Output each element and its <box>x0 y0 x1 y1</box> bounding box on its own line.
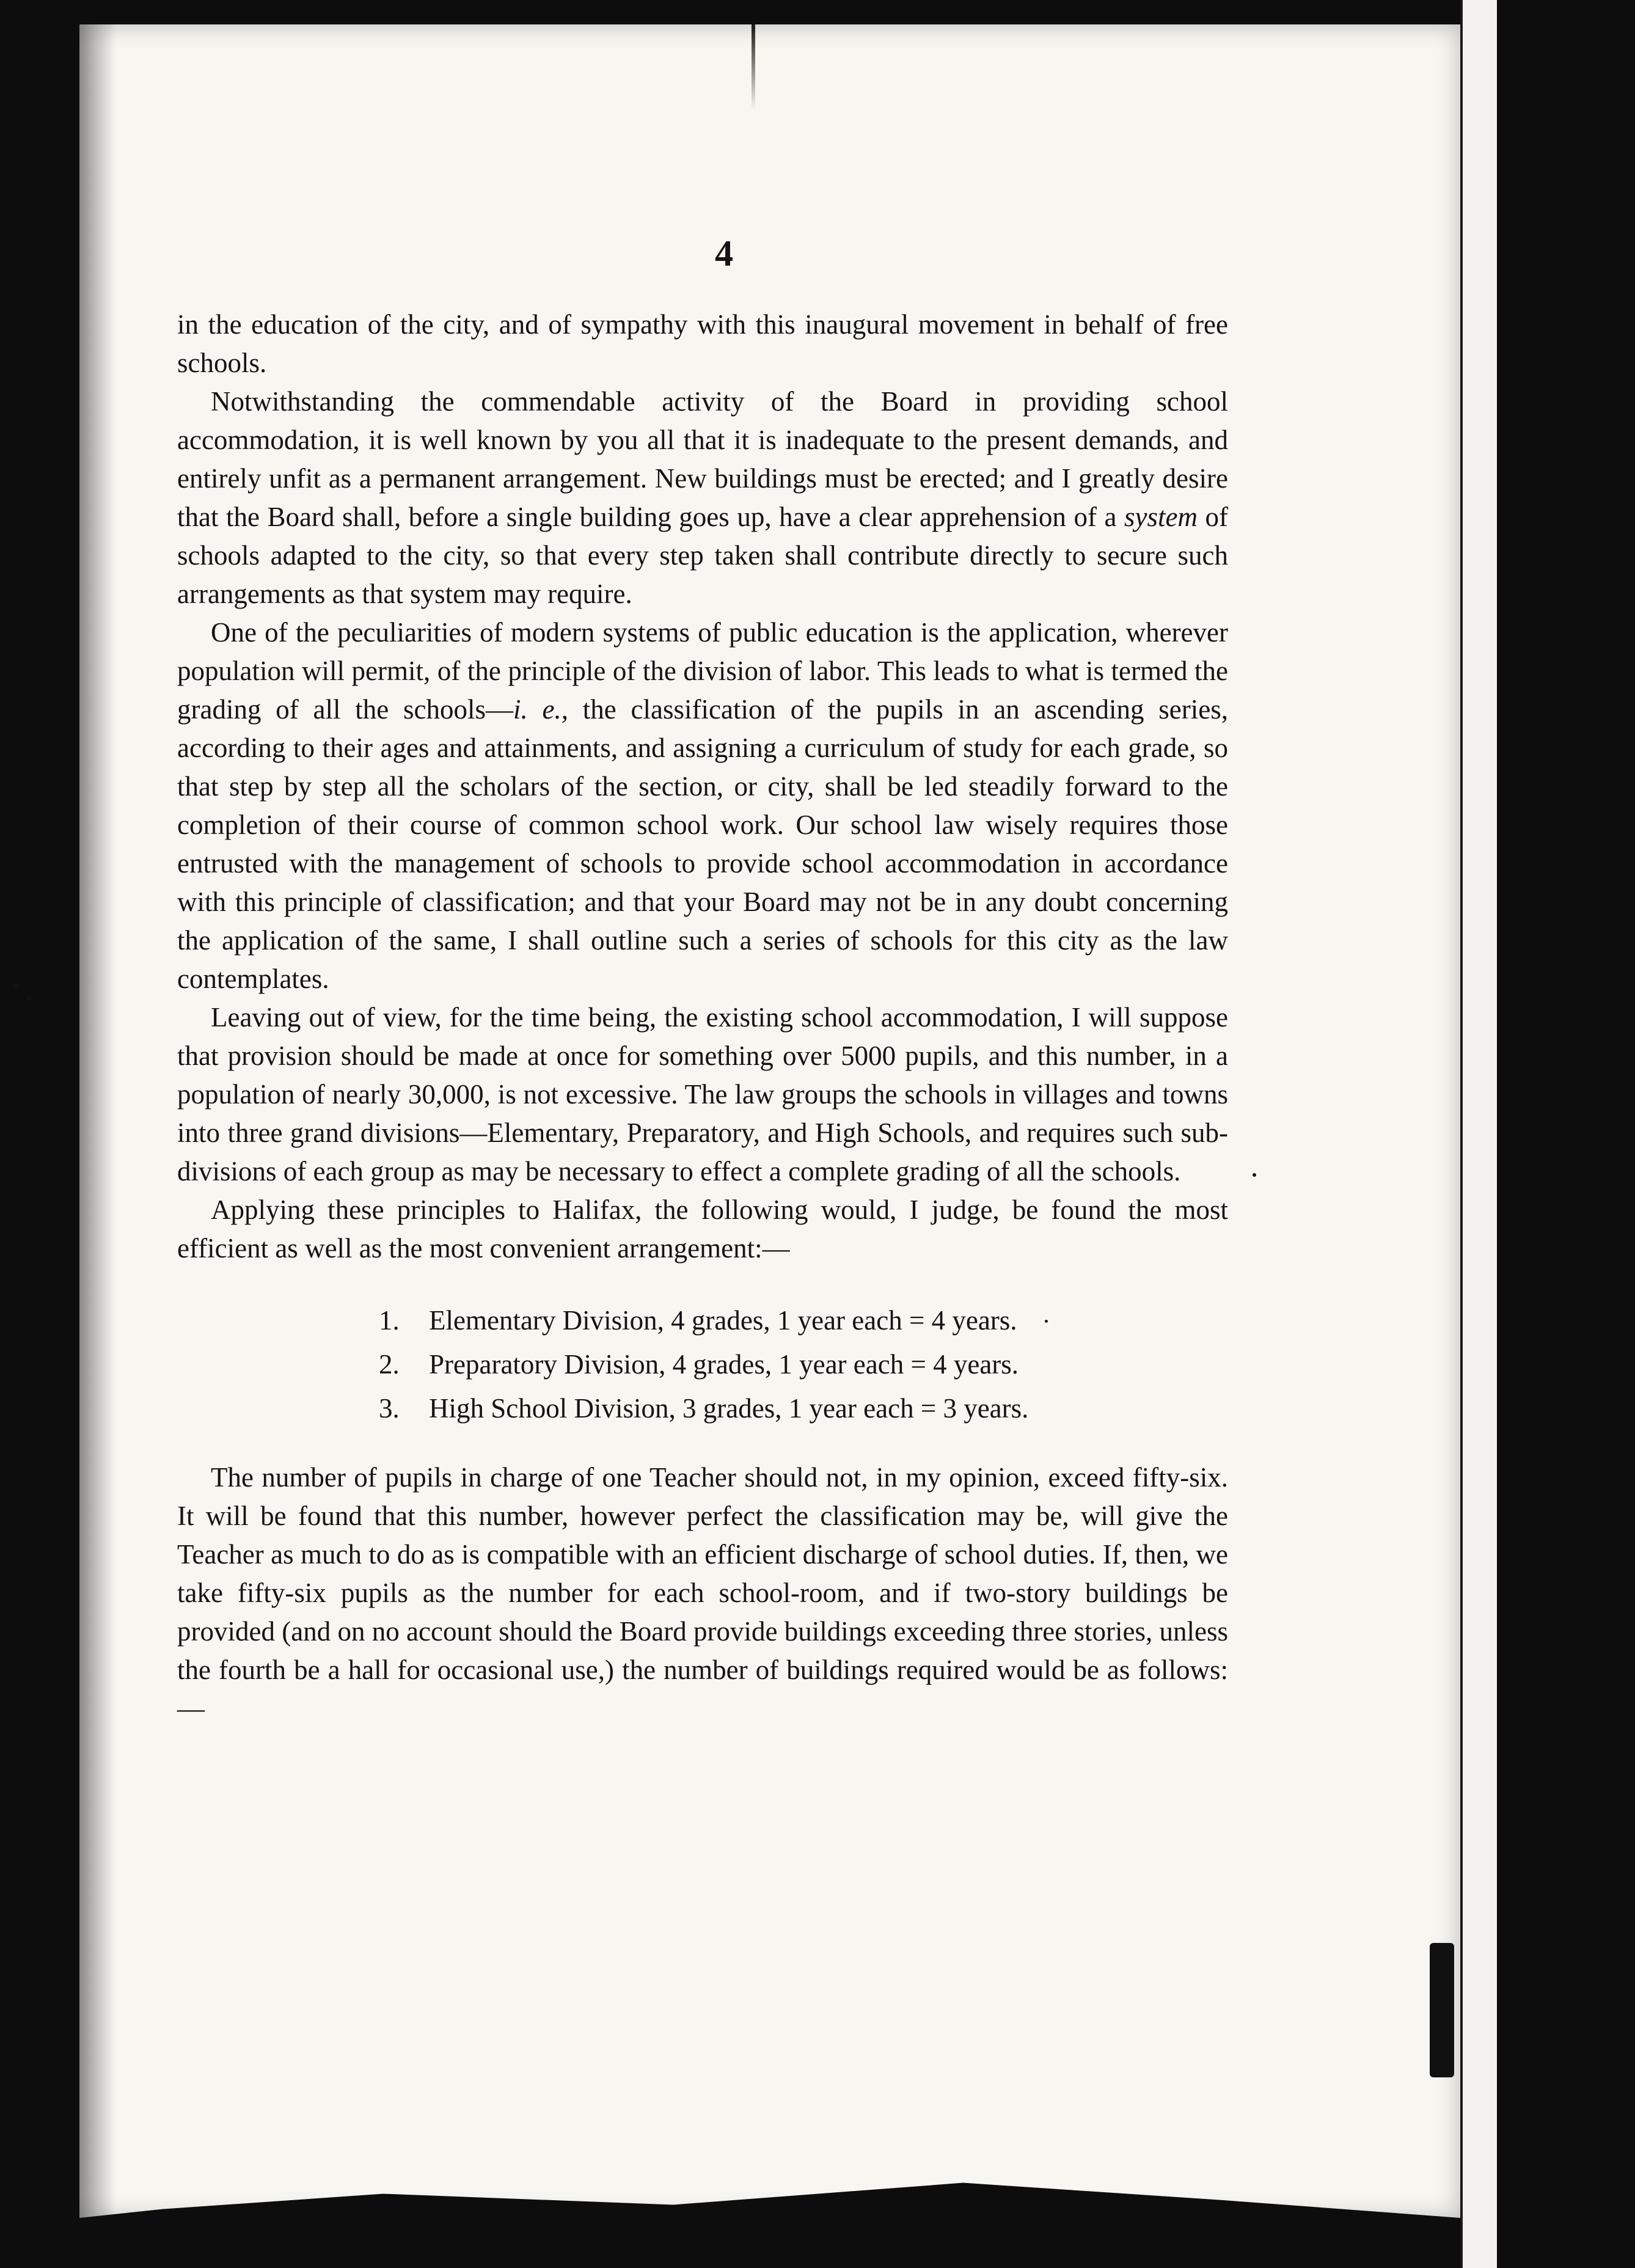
list-number: 1. <box>379 1305 400 1336</box>
fold-crease <box>752 24 755 110</box>
binding-shadow <box>79 24 116 2218</box>
paragraph-division-of-labor <box>177 613 1228 998</box>
list-number: 3. <box>379 1393 400 1424</box>
emphasis-ie: i. e., <box>513 694 569 725</box>
scan-background-right <box>1497 0 1635 2268</box>
page-number: 4 <box>715 233 733 274</box>
torn-edge-mark <box>1430 1943 1454 2077</box>
paragraph-pupils-per-teacher: The number of pupils in charge of one Teacher should not, in my opinion, exceed fifty-six. It will be found that this number, however perfect the classification may be, will give the Teacher as much to do as is compatible with an efficient discharge of school duties. If, then, we take fifty-six pupils as the number for each school-room, and if two-story buildings be provided (and on no account should the Board provide buildings exceeding three stories, unless the fourth be a hall for occasional use,) the number of buildings required would be as follows:— <box>177 1462 1228 1724</box>
paragraph-provision: Leaving out of view, for the time being, the existing school accommodation, I will suppose that provision should be made at once for something over 5000 pupils, and this number, in a population of nearly 30,000, is not excessive. The law groups the schools in villages and towns into three grand divisions—Elementary, Preparatory, and High Schools, and requires such sub-divisions of each group as may be necessary to effect a complete grading of all the schools. <box>177 1002 1228 1187</box>
list-number: 2. <box>379 1349 400 1380</box>
ink-speck <box>13 984 20 990</box>
paragraph-text: One of the peculiarities of modern systems of public education is the application, wherever population will permit, of the principle of the division of labor. This leads to what is termed the grading of all the schools— <box>177 617 1228 725</box>
paragraph-text: the classification of the pupils in an ascending series, according to their ages and attainments, and assigning a curriculum of study for each grade, so that step by step all the scholars of the section, or city, shall be led steadily forward to the completion of their course of common school work. Our school law wisely requires those entrusted with the management of schools to provide school accommodation in accordance with this principle of classification; and that your Board may not be in any doubt concerning the application of the same, I shall outline such a series of schools for this city as the law contemplates. <box>177 694 1228 994</box>
emphasis-system: system <box>1124 502 1198 532</box>
list-item <box>379 1386 1228 1430</box>
list-item <box>379 1342 1228 1386</box>
adjacent-page-edge <box>1460 0 1499 2268</box>
ink-speck <box>27 996 32 1001</box>
list-text: High School Division, 3 grades, 1 year each = 3 years. <box>429 1393 1029 1424</box>
paragraph-school-accommodation <box>177 382 1228 613</box>
paragraph-applying-principles: Applying these principles to Halifax, the following would, I judge, be found the most efficient as well as the most convenient arrangement:— <box>177 1194 1228 1264</box>
paragraph-text: Notwithstanding the commendable activity of the Board in providing school accommodation, it is well known by you all that it is inadequate to the present demands, and entirely unfit as a permanent arrangement. New buildings must be erected; and I greatly desire that the Board shall, before a single building goes up, have a clear apprehension of a <box>177 386 1228 532</box>
list-text: Preparatory Division, 4 grades, 1 year each = 4 years. <box>429 1349 1019 1380</box>
list-text: Elementary Division, 4 grades, 1 year each = 4 years. <box>429 1305 1017 1336</box>
page-text <box>177 232 1228 1728</box>
division-list <box>379 1298 1228 1430</box>
ink-speck <box>1253 1173 1256 1177</box>
paragraph-text: of schools adapted to the city, so that every step taken shall contribute directly to secure such arrangements as that system may require. <box>177 502 1228 609</box>
list-item <box>379 1298 1228 1342</box>
paragraph-continuation: in the education of the city, and of sympathy with this inaugural movement in behalf of free schools. <box>177 309 1228 378</box>
